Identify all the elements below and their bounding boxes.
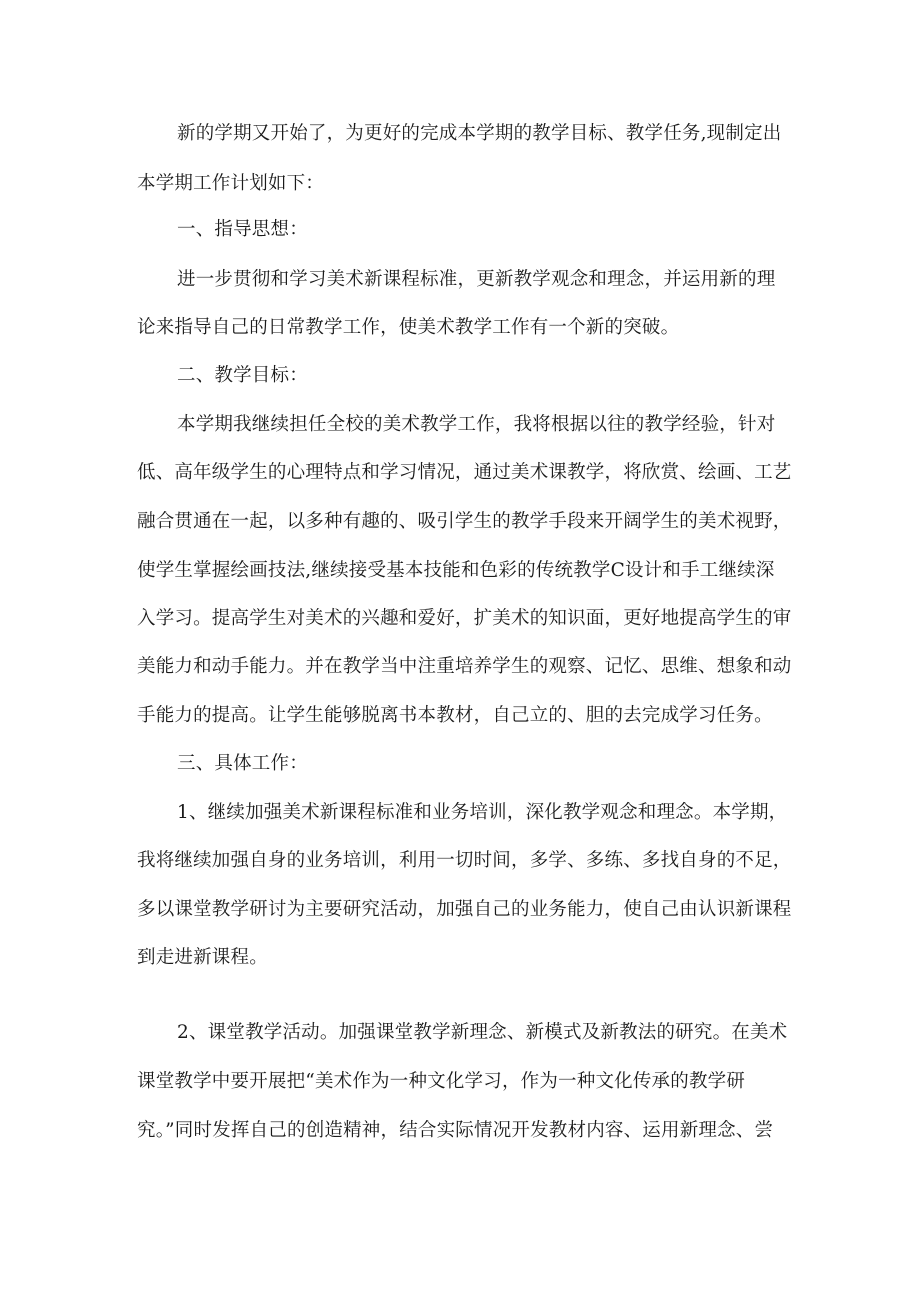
- section1-line-1: 进一步贯彻和学习美术新课程标准，更新教学观念和理念，并运用新的理: [177, 269, 776, 290]
- section2-line-5: 入学习。提高学生对美术的兴趣和爱好，扩美术的知识面，更好地提高学生的审: [137, 608, 792, 629]
- intro-line-2: 本学期工作计划如下：: [137, 173, 325, 194]
- item2-line-3: 究。”同时发挥自己的创造精神，结合实际情况开发教材内容、运用新理念、尝: [137, 1120, 774, 1141]
- item1-line-2: 我将继续加强自身的业务培训，利用一切时间，多学、多练、多找自身的不足，: [137, 850, 792, 871]
- section2-line-7: 手能力的提高。让学生能够脱离书本教材，自己立的、胆的去完成学习任务。: [137, 705, 773, 726]
- item1-line-1: 1、继续加强美术新课程标准和业务培训，深化教学观念和理念。本学期，: [177, 802, 788, 823]
- section-heading-teaching-goals: 二、教学目标：: [177, 365, 308, 386]
- section-heading-specific-work: 三、具体工作：: [177, 753, 308, 774]
- section2-line-3: 融合贯通在一起，以多种有趣的、吸引学生的教学手段来开阔学生的美术视野，: [137, 511, 792, 532]
- intro-line-1: 新的学期又开始了，为更好的完成本学期的教学目标、教学任务,现制定出: [177, 123, 782, 144]
- item1-line-4: 到走进新课程。: [137, 947, 268, 968]
- item1-line-3: 多以课堂教学研讨为主要研究活动，加强自己的业务能力，使自己由认识新课程: [137, 899, 792, 920]
- item2-line-2: 课堂教学中要开展把“美术作为一种文化学习，作为一种文化传承的教学研: [137, 1071, 746, 1092]
- section1-line-2: 论来指导自己的日常教学工作，使美术教学工作有一个新的突破。: [137, 317, 680, 338]
- item2-line-1: 2、课堂教学活动。加强课堂教学新理念、新模式及新教法的研究。在美术: [177, 1022, 788, 1043]
- section2-line-2: 低、高年级学生的心理特点和学习情况，通过美术课教学，将欣赏、绘画、工艺: [137, 462, 792, 483]
- section2-line-1: 本学期我继续担任全校的美术教学工作，我将根据以往的教学经验，针对: [177, 414, 776, 435]
- section2-line-4: 使学生掌握绘画技法,继续接受基本技能和色彩的传统教学C设计和手工继续深: [137, 560, 775, 581]
- section-heading-guiding-ideology: 一、指导思想：: [177, 219, 308, 240]
- section2-line-6: 美能力和动手能力。并在教学当中注重培养学生的观察、记忆、思维、想象和动: [137, 656, 792, 677]
